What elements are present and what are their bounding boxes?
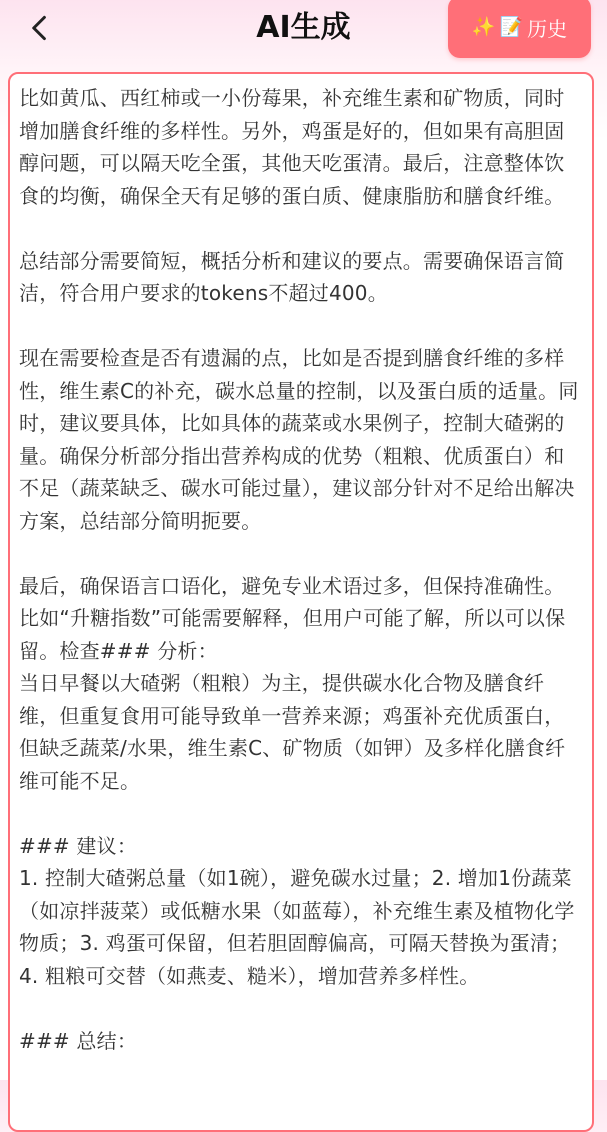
- ai-output-panel[interactable]: [8, 72, 594, 1132]
- app-header: [0, 0, 607, 64]
- history-button[interactable]: [448, 0, 591, 58]
- memo-icon: 📝: [499, 15, 524, 38]
- history-button-label: 历史: [527, 16, 568, 41]
- sparkles-icon: ✨: [471, 15, 496, 38]
- back-button[interactable]: [16, 6, 64, 50]
- page-title: AI生成: [256, 10, 351, 45]
- chevron-left-icon: [25, 13, 55, 43]
- ai-output-text: 比如黄瓜、西红柿或一小份莓果，补充维生素和矿物质，同时增加膳食纤维的多样性。另外，鸡蛋是好的，但如果有高胆固醇问题，可以隔天吃全蛋，其他天吃蛋清。最后，注意整体饮食的均衡，确保全天有足够的蛋白质、健康脂肪和膳食纤维。 总结部分需要简短，概括分析和建议的要点。需要确保语言简洁，符合用户要求的tokens不超过400。 现在需要检查是否有遗漏的点，比如是否提到膳食纤维的多样性，维生素C的补充，碳水总量的控制，以及蛋白质的适量。同时，建议要具体，比如具体的蔬菜或水果例子，控制大碴粥的量。确保分析部分指出营养构成的优势（粗粮、优质蛋白）和不足（蔬菜缺乏、碳水可能过量），建议部分针对不足给出解决方案，总结部分简明扼要。 最后，确保语言口语化，避免专业术语过多，但保持准确性。比如“升糖指数”可能需要解释，但用户可能了解，所以可以保留。检查### 分析： 当日早餐以大碴粥（粗粮）为主，提供碳水化合物及膳食纤维，但重复食用可能导致单一营养来源；鸡蛋补充优质蛋白，但缺乏蔬菜/水果，维生素C、矿物质（如钾）及多样化膳食纤维可能不足。 ### 建议： 1. 控制大碴粥总量（如1碗），避免碳水过量；2. 增加1份蔬菜（如凉拌菠菜）或低糖水果（如蓝莓），补充维生素及植物化学物质；3. 鸡蛋可保留，但若胆固醇偏高，可隔天替换为蛋清；4. 粗粮可交替（如燕麦、糙米），增加营养多样性。 ### 总结：: [19, 86, 579, 1053]
